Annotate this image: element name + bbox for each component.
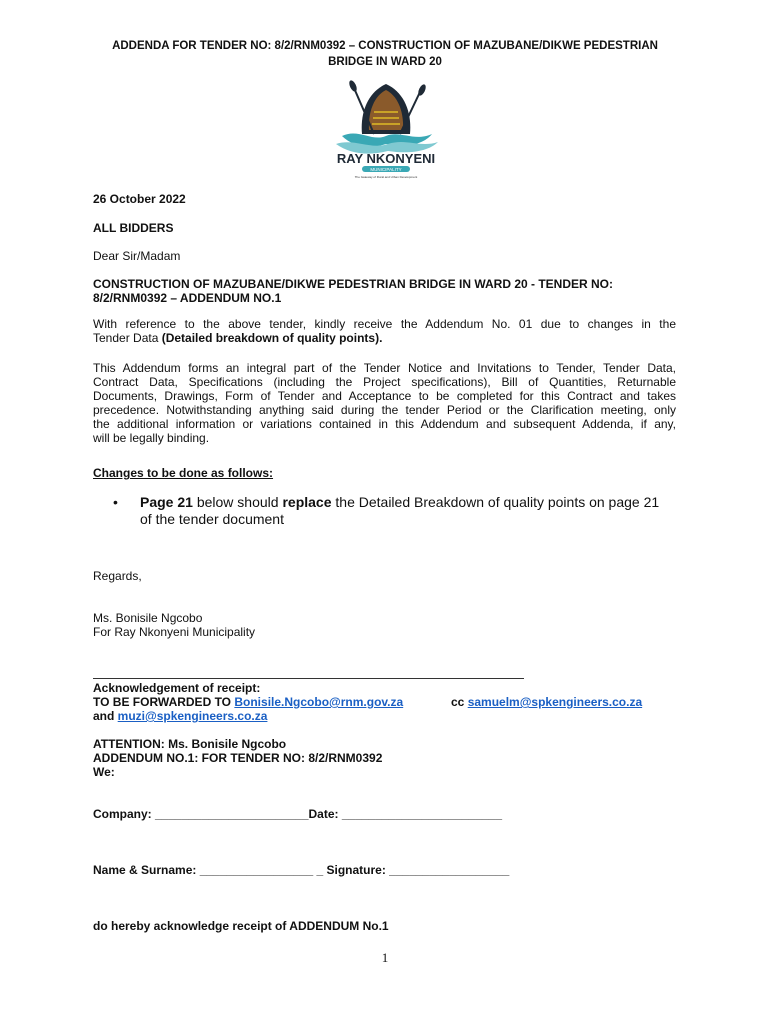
acknowledgement-statement: do hereby acknowledge receipt of ADDENDUM No.1 xyxy=(93,919,389,933)
scope-line: Documents, Drawings, Form of Tender and Acceptance to be completed for this Contract and takes xyxy=(93,389,676,403)
scope-line: precedence. Notwithstanding anything said during the tender Period or the Clarification meeting, only xyxy=(93,403,676,417)
scope-line: will be legally binding. xyxy=(93,431,210,445)
letter-date: 26 October 2022 xyxy=(93,192,186,206)
signatory-name: Ms. Bonisile Ngcobo xyxy=(93,611,203,625)
scope-line: Contract Data, Specifications (including the Project specifications), Bill of Quantities, Returnable xyxy=(93,375,676,389)
subject-line-1: CONSTRUCTION OF MAZUBANE/DIKWE PEDESTRIAN BRIDGE IN WARD 20 - TENDER NO: xyxy=(93,277,614,291)
subject-line-2: 8/2/RNM0392 – ADDENDUM NO.1 xyxy=(93,291,282,305)
logo-sub: MUNICIPALITY xyxy=(370,167,402,172)
reference-emphasis: (Detailed breakdown of quality points). xyxy=(161,331,383,345)
addendum-reference: ADDENDUM NO.1: FOR TENDER NO: 8/2/RNM0392 xyxy=(93,751,383,765)
changes-heading: Changes to be done as follows: xyxy=(93,466,274,480)
header-line-1: ADDENDA FOR TENDER NO: 8/2/RNM0392 – CONSTRUCTION OF MAZUBANE/DIKWE PEDESTRIAN xyxy=(112,40,658,52)
header-line-2: BRIDGE IN WARD 20 xyxy=(328,56,442,68)
closing-regards: Regards, xyxy=(93,569,142,583)
attention-line: ATTENTION: Ms. Bonisile Ngcobo xyxy=(93,737,287,751)
signatory-organisation: For Ray Nkonyeni Municipality xyxy=(93,625,256,639)
forwarding-line: TO BE FORWARDED TO Bonisile.Ngcobo@rnm.gov.za cc samuelm@spkengineers.co.za xyxy=(93,695,643,709)
letter-subject xyxy=(93,277,613,305)
letter-salutation: Dear Sir/Madam xyxy=(93,249,181,263)
scope-line: the additional information or variations contained in this Addendum and subsequent Addenda, if any, xyxy=(93,417,676,431)
paragraph-addendum-scope xyxy=(93,361,676,445)
company-date-field[interactable]: Company: _______________________Date: ________________________ xyxy=(93,807,503,821)
section-divider xyxy=(93,678,524,679)
reference-line-2: Tender Data (Detailed breakdown of quality points). xyxy=(93,331,383,345)
document-header xyxy=(60,38,710,70)
we-label: We: xyxy=(93,765,115,779)
email-link-bonisile[interactable]: Bonisile.Ngcobo@rnm.gov.za xyxy=(234,695,404,709)
email-link-samuelm[interactable]: samuelm@spkengineers.co.za xyxy=(467,695,643,709)
letter-recipient: ALL BIDDERS xyxy=(93,221,174,235)
name-signature-field[interactable]: Name & Surname: _________________ _ Signature: __________________ xyxy=(93,863,510,877)
paragraph-reference xyxy=(93,317,676,345)
logo-name: RAY NKONYENI xyxy=(336,151,436,166)
changes-item-text: Page 21 below should replace the Detailed Breakdown of quality points on page 21 of the tender document xyxy=(140,494,660,527)
reference-line-1: With reference to the above tender, kindly receive the Addendum No. 01 due to changes in the xyxy=(93,317,676,331)
bullet-icon: • xyxy=(113,494,118,510)
scope-line: This Addendum forms an integral part of the Tender Notice and Invitations to Tender, Tender Data, xyxy=(93,361,676,375)
acknowledgement-heading: Acknowledgement of receipt: xyxy=(93,681,261,695)
logo-tagline: The Gateway of Rural and Urban Development xyxy=(354,175,418,179)
page-number: 1 xyxy=(381,950,389,965)
forwarding-line-2: and muzi@spkengineers.co.za xyxy=(93,709,268,723)
municipality-logo xyxy=(328,78,444,180)
email-link-muzi[interactable]: muzi@spkengineers.co.za xyxy=(117,709,268,723)
